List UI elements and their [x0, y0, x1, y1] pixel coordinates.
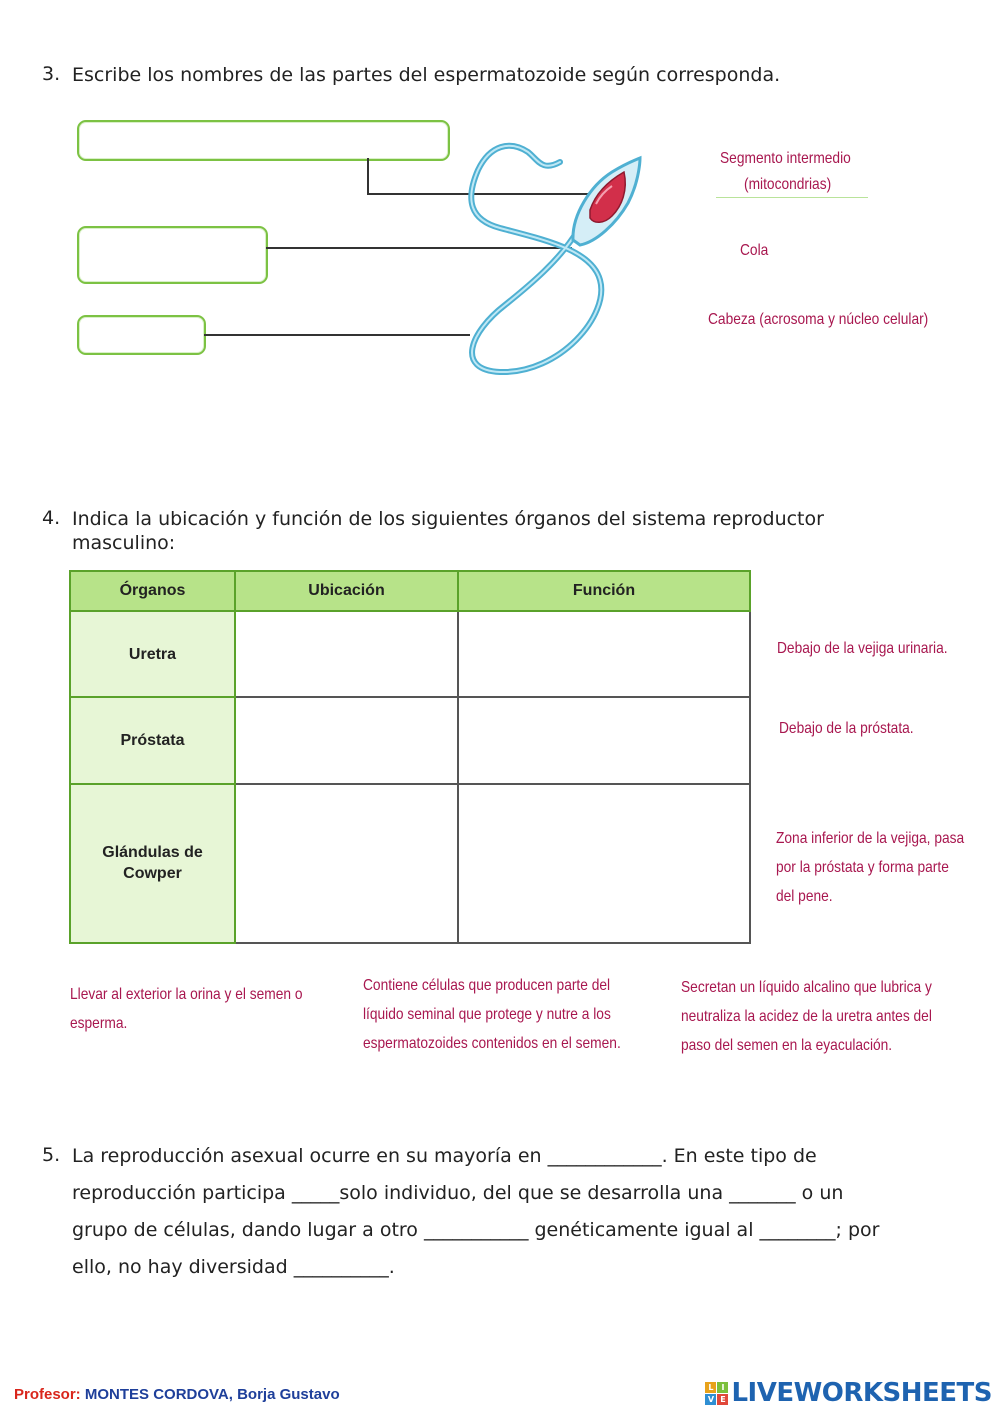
question-5-line-1: La reproducción asexual ocurre en su mayoría en ____________. En este tipo de [72, 1145, 817, 1167]
option-zona-inferior-vejiga[interactable] [776, 824, 964, 911]
option-debajo-vejiga[interactable]: Debajo de la vejiga urinaria. [777, 640, 948, 657]
option-contiene-line-2: líquido seminal que protege y nutre a los [363, 1006, 611, 1023]
option-contiene-line-1: Contiene células que producen parte del [363, 977, 611, 994]
footer-professor-prefix: Profesor: [14, 1386, 81, 1403]
option-secretan-line-3: paso del semen en la eyaculación. [681, 1037, 893, 1054]
option-llevar-line-1: Llevar al exterior la orina y el semen o [70, 986, 303, 1003]
question-4-prompt [72, 507, 824, 555]
organ-uretra: Uretra [70, 611, 235, 697]
question-5-line-3: grupo de células, dando lugar a otro ___________ genéticamente igual al ________; por [72, 1219, 880, 1241]
footer-professor-name: MONTES CORDOVA, Borja Gustavo [84, 1386, 340, 1403]
logo-wordmark: LIVEWORKSHEETS [731, 1378, 992, 1408]
question-3-number: 3. [42, 63, 61, 85]
option-debajo-prostata[interactable]: Debajo de la próstata. [779, 720, 914, 737]
table-row [70, 611, 750, 697]
question-4-number: 4. [42, 507, 61, 529]
sperm-tail [471, 146, 601, 372]
option-contiene-line-3: espermatozoides contenidos en el semen. [363, 1035, 621, 1052]
option-mitocondrias[interactable]: (mitocondrias) [744, 176, 832, 193]
connector-lines [204, 158, 596, 335]
header-organos: Órganos [70, 571, 235, 611]
table-header-row [70, 571, 750, 611]
option-zona-line-3: del pene. [776, 888, 833, 905]
option-secretan-liquido[interactable] [681, 973, 932, 1060]
option-zona-line-2: por la próstata y forma parte [776, 859, 949, 876]
header-funcion: Función [458, 571, 750, 611]
drop-cell-funcion-prostata[interactable] [458, 697, 750, 783]
logo-mark-icon [705, 1382, 728, 1405]
organs-table [69, 570, 751, 944]
question-5-number: 5. [42, 1144, 61, 1166]
question-4-prompt-line-2: masculino: [72, 532, 176, 554]
question-5-line-4: ello, no hay diversidad __________. [72, 1256, 395, 1278]
question-5-line-2: reproducción participa _____solo individuo, del que se desarrolla una _______ o un [72, 1182, 844, 1204]
logo-letter-v: V [705, 1394, 716, 1405]
question-4-prompt-line-1: Indica la ubicación y función de los siguientes órganos del sistema reproductor [72, 508, 824, 530]
option-underline [716, 197, 868, 198]
question-5-paragraph [72, 1138, 962, 1286]
option-cola[interactable]: Cola [740, 242, 769, 259]
logo-letter-l: L [705, 1382, 716, 1393]
drop-cell-ubicacion-prostata[interactable] [235, 697, 458, 783]
option-llevar-exterior[interactable] [70, 980, 303, 1038]
organ-glandulas-line-2: Cowper [123, 865, 182, 883]
organ-glandulas-cowper [70, 784, 235, 943]
sperm-diagram [0, 100, 700, 390]
option-contiene-celulas[interactable] [363, 971, 621, 1058]
drop-cell-funcion-cowper[interactable] [458, 784, 750, 943]
logo-letter-e: E [717, 1394, 728, 1405]
table-row [70, 784, 750, 943]
drop-cell-ubicacion-uretra[interactable] [235, 611, 458, 697]
organ-glandulas-line-1: Glándulas de [102, 844, 203, 862]
table-row [70, 697, 750, 783]
option-secretan-line-2: neutraliza la acidez de la uretra antes del [681, 1008, 932, 1025]
footer-professor [14, 1386, 340, 1403]
option-llevar-line-2: esperma. [70, 1015, 128, 1032]
option-cabeza[interactable]: Cabeza (acrosoma y núcleo celular) [708, 311, 929, 328]
header-ubicacion: Ubicación [235, 571, 458, 611]
logo-letter-i: I [717, 1382, 728, 1393]
option-secretan-line-1: Secretan un líquido alcalino que lubrica y [681, 979, 932, 996]
sperm-head [573, 158, 640, 245]
drop-cell-funcion-uretra[interactable] [458, 611, 750, 697]
drop-cell-ubicacion-cowper[interactable] [235, 784, 458, 943]
option-segmento-intermedio[interactable]: Segmento intermedio [720, 150, 851, 167]
question-3-prompt: Escribe los nombres de las partes del espermatozoide según corresponda. [72, 64, 781, 86]
liveworksheets-logo[interactable] [705, 1378, 992, 1408]
organ-prostata: Próstata [70, 697, 235, 783]
option-zona-line-1: Zona inferior de la vejiga, pasa [776, 830, 965, 847]
